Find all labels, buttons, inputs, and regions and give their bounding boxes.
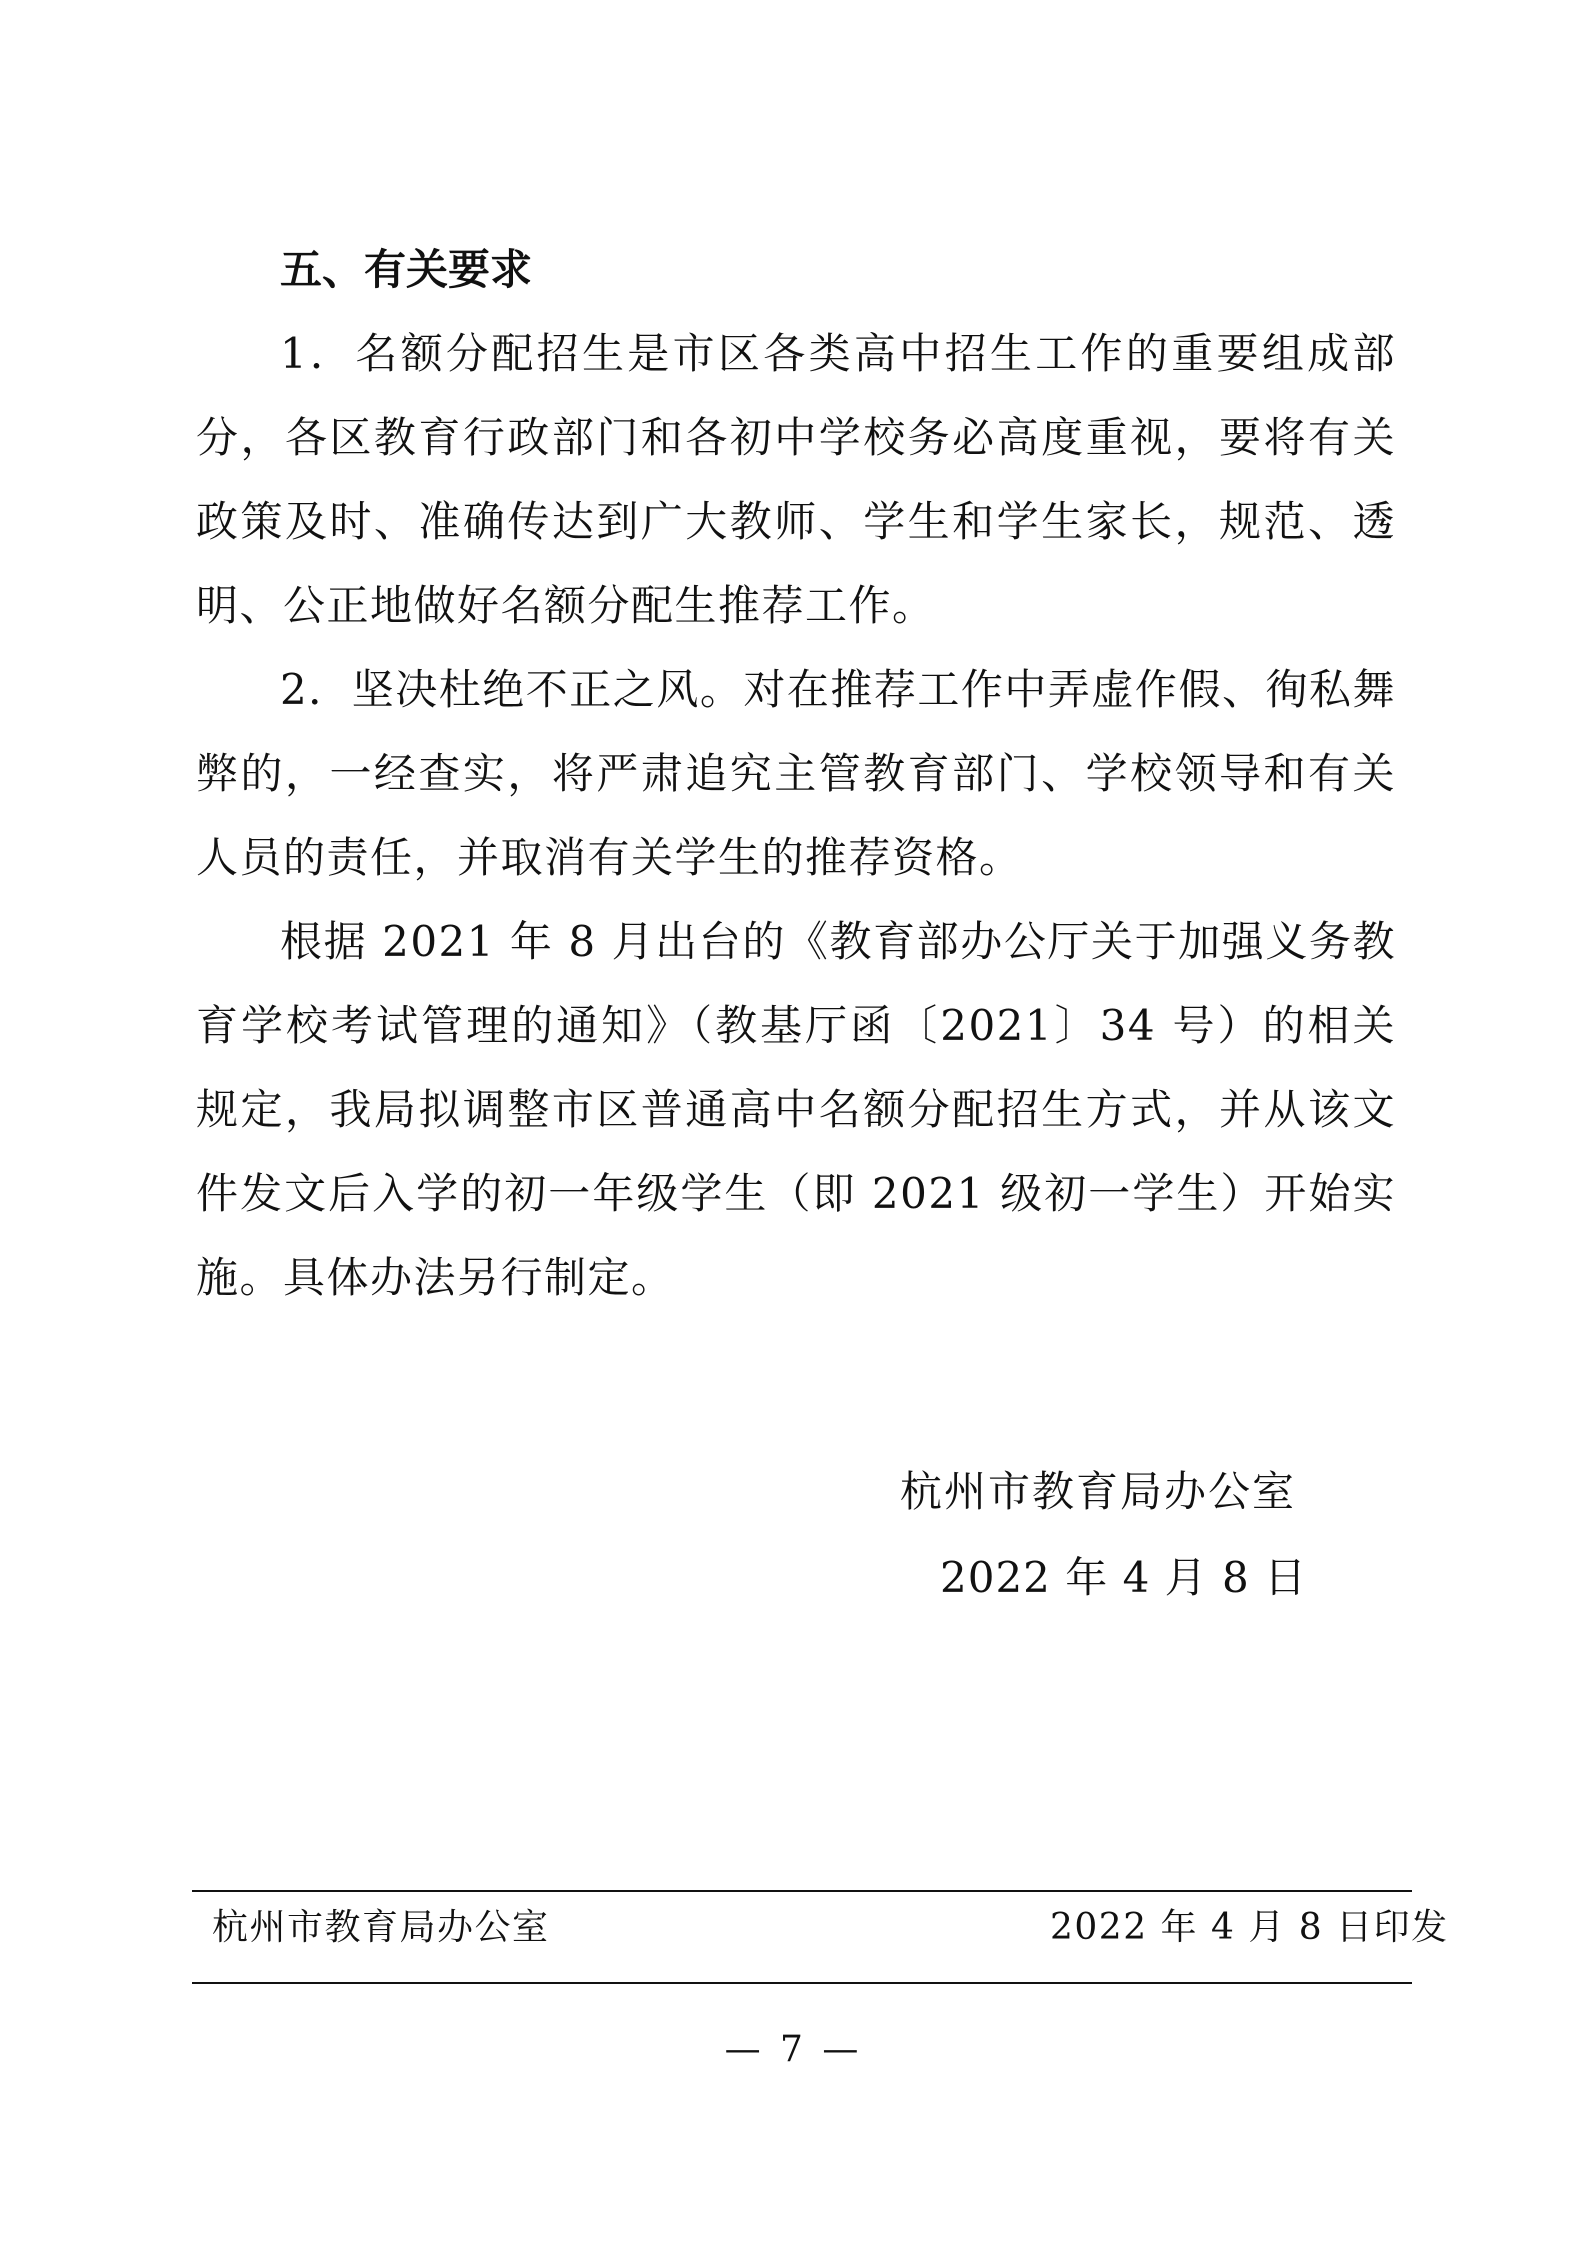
footer-top-rule — [192, 1890, 1412, 1892]
footer-issued-date: 2022 年 4 月 8 日印发 — [1050, 1907, 1449, 1948]
paragraph-policy-note: 根据 2021 年 8 月出台的《教育部办公厅关于加强义务教育学校考试管理的通知》（教基厅函〔2021〕34 号）的相关规定，我局拟调整市区普通高中名额分配招生方式，并从该文件发文后入学的初一年级学生（即 2021 级初一学生）开始实施。具体办法另行制定。 — [196, 917, 1396, 1302]
signature-organization: 杭州市教育局办公室 — [900, 1467, 1297, 1516]
section-heading: 五、有关要求 — [280, 245, 533, 294]
page-number: — 7 — — [724, 2029, 863, 2070]
footer-issuer: 杭州市教育局办公室 — [212, 1907, 550, 1948]
document-body — [196, 228, 1396, 1320]
paragraph-requirement-1: 1．名额分配招生是市区各类高中招生工作的重要组成部分，各区教育行政部门和各初中学校务必高度重视，要将有关政策及时、准确传达到广大教师、学生和学生家长，规范、透明、公正地做好名额分配生推荐工作。 — [196, 329, 1396, 630]
paragraph-requirement-2: 2．坚决杜绝不正之风。对在推荐工作中弄虚作假、徇私舞弊的，一经查实，将严肃追究主管教育部门、学校领导和有关人员的责任，并取消有关学生的推荐资格。 — [196, 665, 1396, 882]
footer-bottom-rule — [192, 1982, 1412, 1984]
signature-date: 2022 年 4 月 8 日 — [940, 1553, 1308, 1602]
